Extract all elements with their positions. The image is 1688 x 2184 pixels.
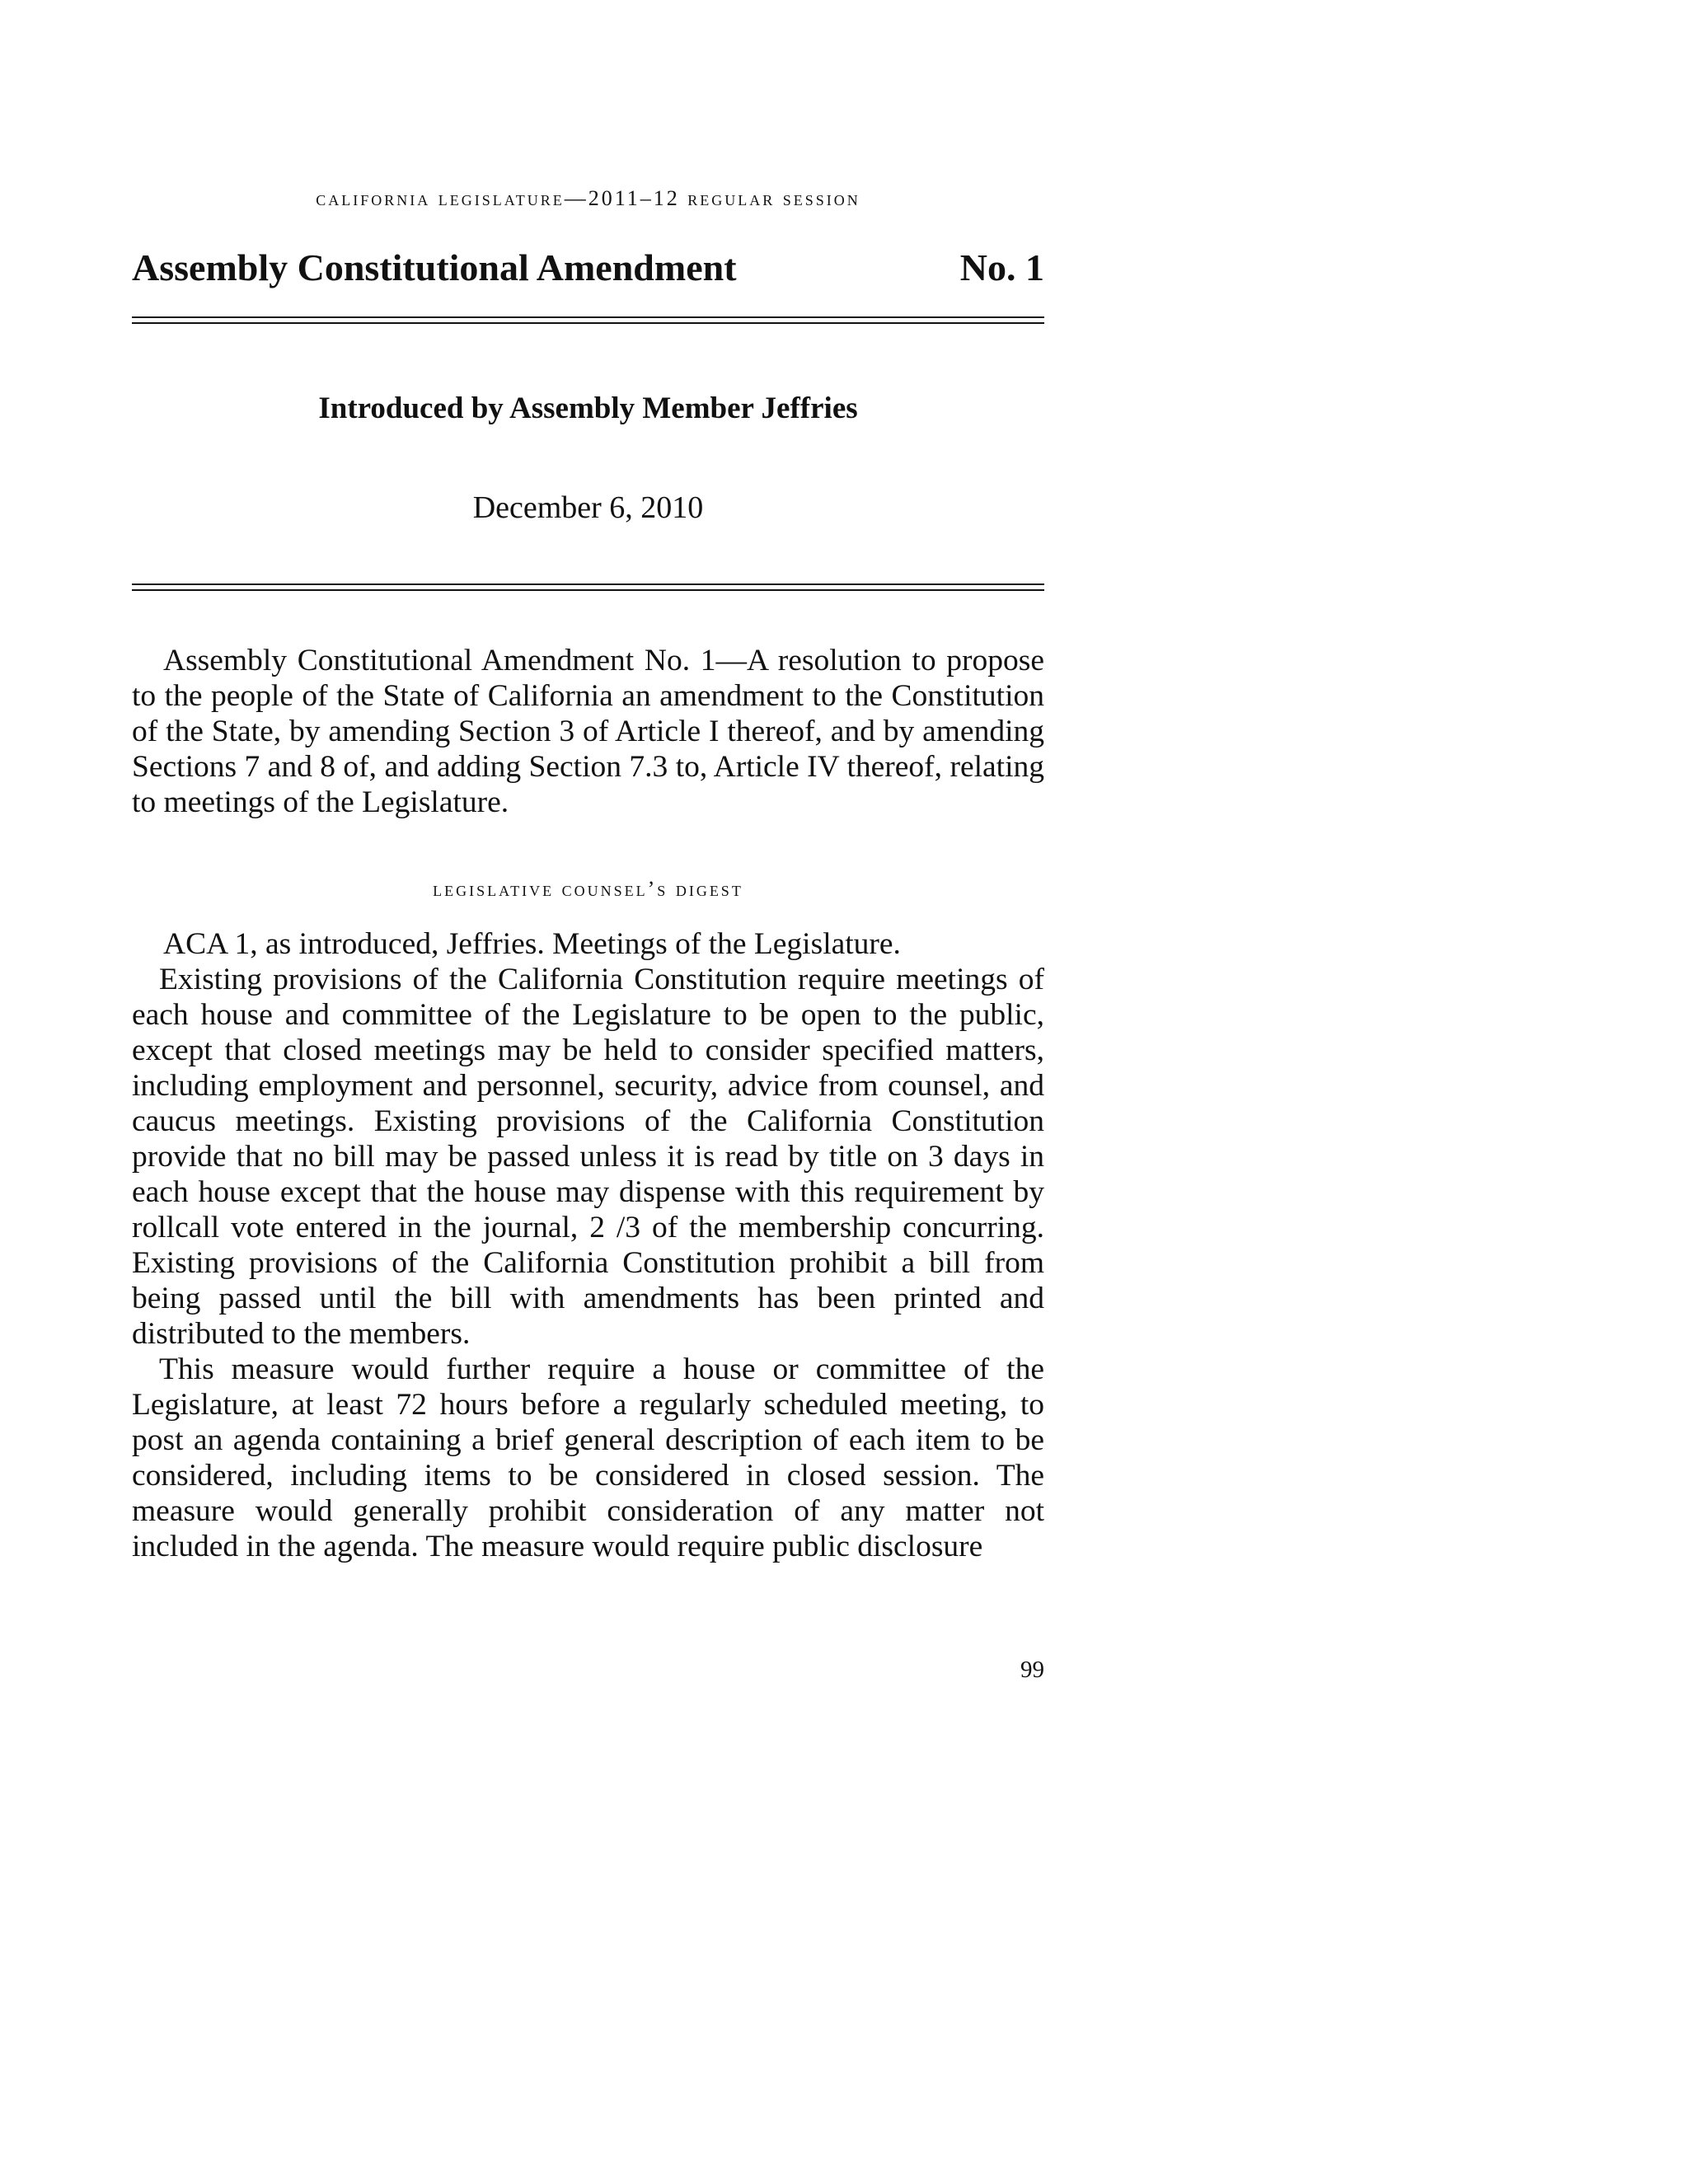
digest-paragraph: This measure would further require a house or committee of the Legislature, at least 72 hours before a regularly scheduled meeting, to post an agenda containing a brief general description of each item to be considered, including items to be considered in closed session. The measure would generally prohibit consideration of any matter not included in the agenda. The measure would require public disclosure — [132, 1352, 1044, 1563]
header-divider — [132, 316, 1044, 324]
bill-title-row — [132, 246, 1044, 295]
session-header: california legislature—2011–12 regular session — [316, 186, 860, 210]
resolution-text: Assembly Constitutional Amendment No. 1—A resolution to propose to the people of the State of California an amendment to the Constitution of the State, by amending Section 3 of Article I thereof, and by amending Sections 7 and 8 of, and adding Section 7.3 to, Article IV thereof, relating to meetings of the Legislature. — [132, 644, 1044, 819]
intro-divider — [132, 583, 1044, 591]
bill-title: Assembly Constitutional Amendment — [132, 246, 737, 288]
introduced-by: Introduced by Assembly Member Jeffries — [318, 391, 858, 425]
digest-paragraph: Existing provisions of the California Constitution require meetings of each house and committee of the Legislature to be open to the public, except that closed meetings may be held to consider specified matters, including employment and personnel, security, advice from counsel, and caucus meetings. Existing provisions of the California Constitution provide that no bill may be passed unless it is read by title on 3 days in each house except that the house may dispense with this requirement by rollcall vote entered in the journal, 2 /3 of the membership concurring. Existing provisions of the California Constitution prohibit a bill from being passed until the bill with amendments has been printed and distributed to the members. — [132, 963, 1044, 1351]
digest-paragraph: ACA 1, as introduced, Jeffries. Meetings of the Legislature. — [163, 927, 901, 961]
introduction-date: December 6, 2010 — [472, 490, 704, 525]
digest-heading: legislative counsel’s digest — [433, 877, 743, 901]
digest-body — [132, 926, 1044, 1564]
page-number: 99 — [1020, 1657, 1044, 1683]
bill-number: No. 1 — [959, 246, 1044, 288]
